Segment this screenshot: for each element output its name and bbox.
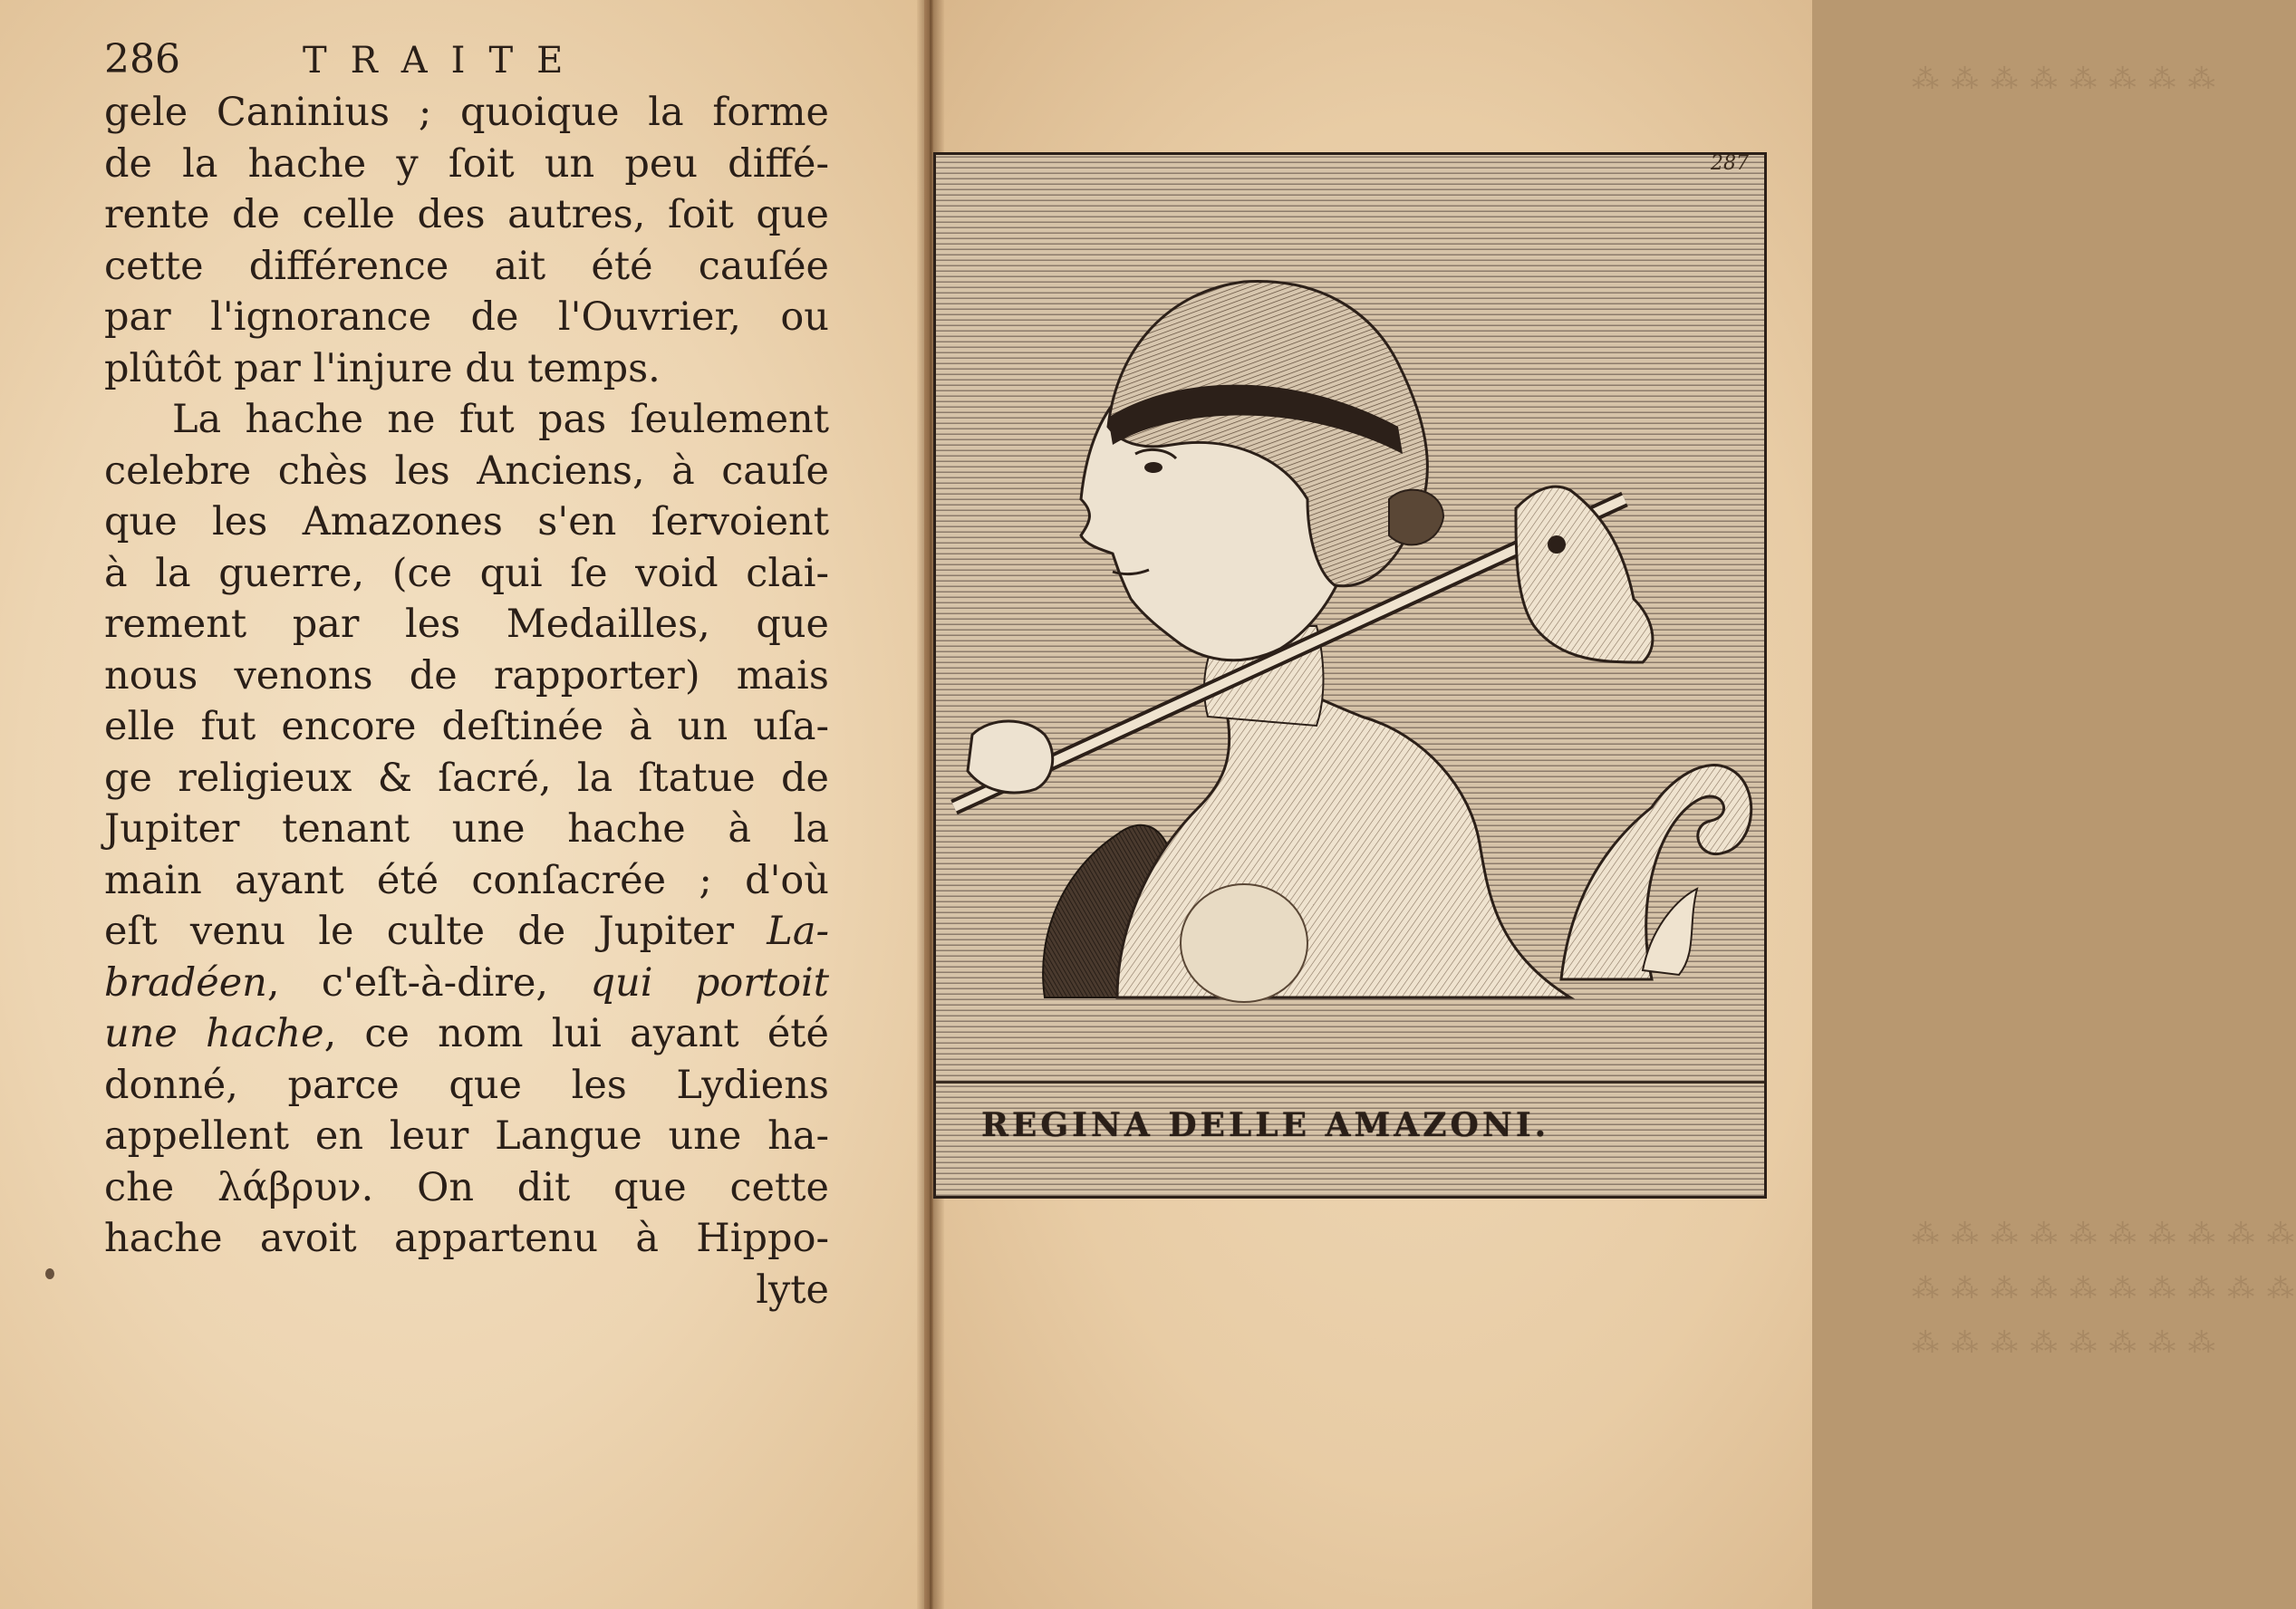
left-page-text <box>104 36 829 1315</box>
page-number: 286 <box>104 36 180 82</box>
running-head-title: TRAITE <box>302 40 587 82</box>
text-line: che λάβρυν. On dit que cette <box>104 1164 829 1210</box>
hand <box>968 721 1053 793</box>
catchword: lyte <box>756 1267 829 1313</box>
paragraph-line: celebre chès les Anciens, à cauſe <box>104 448 829 494</box>
text-line: de la hache y ſoit un peu diffé- <box>104 140 829 187</box>
mixed-roman: , c'eſt-à-dire, <box>266 959 591 1006</box>
paragraph-line: que les Amazones s'en ſervoient <box>104 499 829 544</box>
paragraph-line: à la guerre, (ce qui ſe void clai- <box>104 550 829 596</box>
paragraph-line: rement par les Medailles, que <box>104 602 829 647</box>
text-line: cette différence ait été cauſée <box>104 243 829 289</box>
text-line: par l'ignorance de l'Ouvrier, ou <box>104 294 829 340</box>
paragraph-line: La hache ne fut pas ſeulement <box>172 397 829 442</box>
mixed-roman: , ce nom lui ayant été <box>323 1011 829 1056</box>
text-line: donné, parce que les Lydiens <box>104 1062 829 1108</box>
mixed-line <box>104 958 829 1009</box>
running-head <box>104 36 829 87</box>
amazon-queen-engraving <box>936 155 1764 1079</box>
mixed-italic: bradéen <box>104 959 267 1006</box>
mixed-roman: eſt venu le culte de Jupiter <box>104 909 767 954</box>
text-line: gele Caninius ; quoique la forme <box>104 90 829 135</box>
left-page <box>0 0 924 1609</box>
plate-number: 287 <box>1711 152 1749 175</box>
ink-spot <box>45 1268 54 1279</box>
text-line: appellent en leur Langue une ha- <box>104 1113 829 1159</box>
plate-rule <box>936 1081 1764 1084</box>
paragraph-line: ge religieux & ſacré, la ſtatue de <box>104 755 829 801</box>
show-through-text: ⁂ ⁂ ⁂ ⁂ ⁂ ⁂ ⁂ ⁂ <box>1912 1327 2217 1359</box>
text-line: hache avoit appartenu à Hippo- <box>104 1216 829 1261</box>
show-through-text: ⁂ ⁂ ⁂ ⁂ ⁂ ⁂ ⁂ ⁂ <box>1912 63 2217 95</box>
plate-caption: REGINA DELLE AMAZONI. <box>981 1106 1550 1144</box>
show-through-text: ⁂ ⁂ ⁂ ⁂ ⁂ ⁂ ⁂ ⁂ ⁂ ⁂ <box>1912 1219 2296 1250</box>
axe-blade <box>1516 487 1653 662</box>
paragraph-line: Jupiter tenant une hache à la <box>104 806 829 852</box>
mixed-line <box>104 906 829 958</box>
mixed-italic: une hache <box>104 1011 324 1056</box>
paragraph-line: main ayant été conſacrée ; d'où <box>104 857 829 903</box>
mixed-italic: La- <box>767 909 829 954</box>
mixed-italic: qui portoit <box>590 959 829 1006</box>
paragraph-line: elle fut encore deſtinée à un uſa- <box>104 704 829 749</box>
mixed-line <box>104 1008 829 1060</box>
paragraph-line: nous venons de rapporter) mais <box>104 652 829 699</box>
text-line: rente de celle des autres, ſoit que <box>104 192 829 237</box>
show-through-text: ⁂ ⁂ ⁂ ⁂ ⁂ ⁂ ⁂ ⁂ ⁂ ⁂ <box>1912 1273 2296 1305</box>
text-line: plûtôt par l'injure du temps. <box>104 345 661 391</box>
engraved-plate <box>933 152 1767 1199</box>
